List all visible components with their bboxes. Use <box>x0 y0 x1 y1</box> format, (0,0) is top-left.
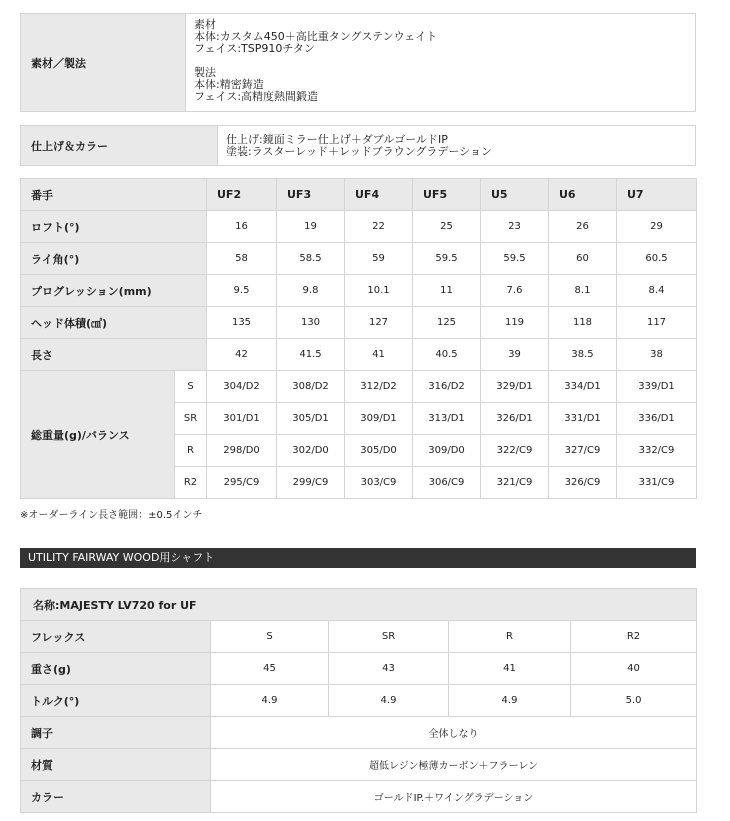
spec-row <box>21 275 697 307</box>
spec-cell: 130 <box>277 307 345 339</box>
weight-cell: 304/D2 <box>207 371 277 403</box>
weight-cell: 326/D1 <box>481 403 549 435</box>
shaft-row <box>21 653 697 685</box>
weight-cell: 302/D0 <box>277 435 345 467</box>
spec-table <box>20 178 697 499</box>
spec-cell: 59 <box>345 243 413 275</box>
weight-cell: 334/D1 <box>549 371 617 403</box>
kick-value: 全体しなり <box>211 717 697 749</box>
spec-cell: 118 <box>549 307 617 339</box>
weight-cell: 301/D1 <box>207 403 277 435</box>
spec-cell: 9.5 <box>207 275 277 307</box>
weight-cell: 303/C9 <box>345 467 413 499</box>
club-header: UF5 <box>413 179 481 211</box>
spec-cell: 22 <box>345 211 413 243</box>
finish-text <box>218 126 696 166</box>
spec-cell: 29 <box>617 211 697 243</box>
shaft-row-label: フレックス <box>21 621 211 653</box>
flex-label: R2 <box>175 467 207 499</box>
shaft-cell: 5.0 <box>571 685 697 717</box>
shaft-row <box>21 685 697 717</box>
spec-cell: 58 <box>207 243 277 275</box>
shaft-row-label: トルク(°) <box>21 685 211 717</box>
spec-cell: 117 <box>617 307 697 339</box>
weight-cell: 305/D0 <box>345 435 413 467</box>
material-spacer <box>194 55 687 67</box>
kick-label: 調子 <box>21 717 211 749</box>
spec-cell: 38 <box>617 339 697 371</box>
finish-line: 塗装:ラスターレッド＋レッドブラウングラデーション <box>226 144 492 158</box>
shaft-color-label: カラー <box>21 781 211 813</box>
flex-label: S <box>175 371 207 403</box>
spec-cell: 26 <box>549 211 617 243</box>
spec-header-label: 番手 <box>21 179 207 211</box>
shaft-section-title: UTILITY FAIRWAY WOOD用シャフト <box>20 548 696 568</box>
finish-table <box>20 125 696 166</box>
spec-cell: 10.1 <box>345 275 413 307</box>
weight-cell: 327/C9 <box>549 435 617 467</box>
spec-row <box>21 211 697 243</box>
shaft-table <box>20 588 697 813</box>
weight-cell: 339/D1 <box>617 371 697 403</box>
club-header: UF4 <box>345 179 413 211</box>
spec-row <box>21 339 697 371</box>
spec-header-row <box>21 179 697 211</box>
club-header: U6 <box>549 179 617 211</box>
shaft-body <box>21 621 697 717</box>
shaft-cell: 40 <box>571 653 697 685</box>
spec-cell: 16 <box>207 211 277 243</box>
weight-cell: 306/C9 <box>413 467 481 499</box>
shaft-material-label: 材質 <box>21 749 211 781</box>
weight-row <box>21 371 697 403</box>
material-line: 本体:カスタム450＋高比重タングステンウェイト <box>194 30 438 43</box>
order-note: ※オーダーライン長さ範囲：±0.5インチ <box>20 510 203 521</box>
spec-cell: 19 <box>277 211 345 243</box>
material-line: 素材 <box>194 18 216 31</box>
spec-cell: 59.5 <box>413 243 481 275</box>
club-header: UF2 <box>207 179 277 211</box>
spec-row-label: ヘッド体積(㎤) <box>21 307 207 339</box>
shaft-name: 名称:MAJESTY LV720 for UF <box>21 589 697 621</box>
shaft-cell: S <box>211 621 329 653</box>
weight-cell: 299/C9 <box>277 467 345 499</box>
spec-cell: 41 <box>345 339 413 371</box>
spec-cell: 11 <box>413 275 481 307</box>
shaft-row-label: 重さ(g) <box>21 653 211 685</box>
shaft-cell: 41 <box>449 653 571 685</box>
shaft-cell: SR <box>329 621 449 653</box>
weight-cell: 329/D1 <box>481 371 549 403</box>
weight-cell: 332/C9 <box>617 435 697 467</box>
shaft-cell: 4.9 <box>211 685 329 717</box>
spec-cell: 8.1 <box>549 275 617 307</box>
shaft-color-value: ゴールドIP.＋ワイングラデーション <box>211 781 697 813</box>
weight-cell: 298/D0 <box>207 435 277 467</box>
shaft-cell: R2 <box>571 621 697 653</box>
spec-cell: 7.6 <box>481 275 549 307</box>
shaft-cell: 4.9 <box>449 685 571 717</box>
spec-row-label: 長さ <box>21 339 207 371</box>
club-header: U5 <box>481 179 549 211</box>
weight-label: 総重量(g)/バランス <box>21 371 175 499</box>
weight-cell: 309/D1 <box>345 403 413 435</box>
spec-row-label: ロフト(°) <box>21 211 207 243</box>
finish-label: 仕上げ＆カラー <box>21 126 218 166</box>
weight-cell: 331/C9 <box>617 467 697 499</box>
material-table <box>20 13 696 112</box>
spec-row <box>21 243 697 275</box>
spec-cell: 39 <box>481 339 549 371</box>
weight-cell: 336/D1 <box>617 403 697 435</box>
spec-body <box>21 211 697 499</box>
spec-cell: 59.5 <box>481 243 549 275</box>
weight-cell: 305/D1 <box>277 403 345 435</box>
material-line: 製法 <box>194 66 216 79</box>
weight-cell: 309/D0 <box>413 435 481 467</box>
spec-cell: 125 <box>413 307 481 339</box>
spec-cell: 135 <box>207 307 277 339</box>
weight-cell: 321/C9 <box>481 467 549 499</box>
weight-cell: 312/D2 <box>345 371 413 403</box>
spec-cell: 119 <box>481 307 549 339</box>
weight-cell: 316/D2 <box>413 371 481 403</box>
weight-cell: 322/C9 <box>481 435 549 467</box>
weight-cell: 313/D1 <box>413 403 481 435</box>
shaft-cell: 45 <box>211 653 329 685</box>
spec-cell: 42 <box>207 339 277 371</box>
material-label: 素材／製法 <box>21 14 186 112</box>
spec-cell: 40.5 <box>413 339 481 371</box>
weight-cell: 308/D2 <box>277 371 345 403</box>
shaft-cell: R <box>449 621 571 653</box>
spec-row-label: ライ角(°) <box>21 243 207 275</box>
shaft-row <box>21 621 697 653</box>
spec-cell: 9.8 <box>277 275 345 307</box>
shaft-material-value: 超低レジン極薄カーボン＋フラーレン <box>211 749 697 781</box>
material-line: フェイス:高精度熱間鍛造 <box>194 90 319 103</box>
spec-cell: 60 <box>549 243 617 275</box>
material-text <box>186 14 696 112</box>
finish-line: 仕上げ:鏡面ミラー仕上げ＋ダブルゴールドIP <box>226 132 448 146</box>
spec-cell: 41.5 <box>277 339 345 371</box>
spec-row <box>21 307 697 339</box>
spec-cell: 23 <box>481 211 549 243</box>
shaft-cell: 4.9 <box>329 685 449 717</box>
spec-cell: 8.4 <box>617 275 697 307</box>
shaft-cell: 43 <box>329 653 449 685</box>
club-header: U7 <box>617 179 697 211</box>
club-header: UF3 <box>277 179 345 211</box>
spec-cell: 127 <box>345 307 413 339</box>
spec-cell: 38.5 <box>549 339 617 371</box>
weight-cell: 326/C9 <box>549 467 617 499</box>
spec-row-label: プログレッション(mm) <box>21 275 207 307</box>
weight-cell: 295/C9 <box>207 467 277 499</box>
weight-cell: 331/D1 <box>549 403 617 435</box>
spec-cell: 60.5 <box>617 243 697 275</box>
spec-cell: 25 <box>413 211 481 243</box>
material-line: 本体:精密鋳造 <box>194 78 264 91</box>
flex-label: SR <box>175 403 207 435</box>
spec-cell: 58.5 <box>277 243 345 275</box>
flex-label: R <box>175 435 207 467</box>
material-line: フェイス:TSP910チタン <box>194 42 315 55</box>
